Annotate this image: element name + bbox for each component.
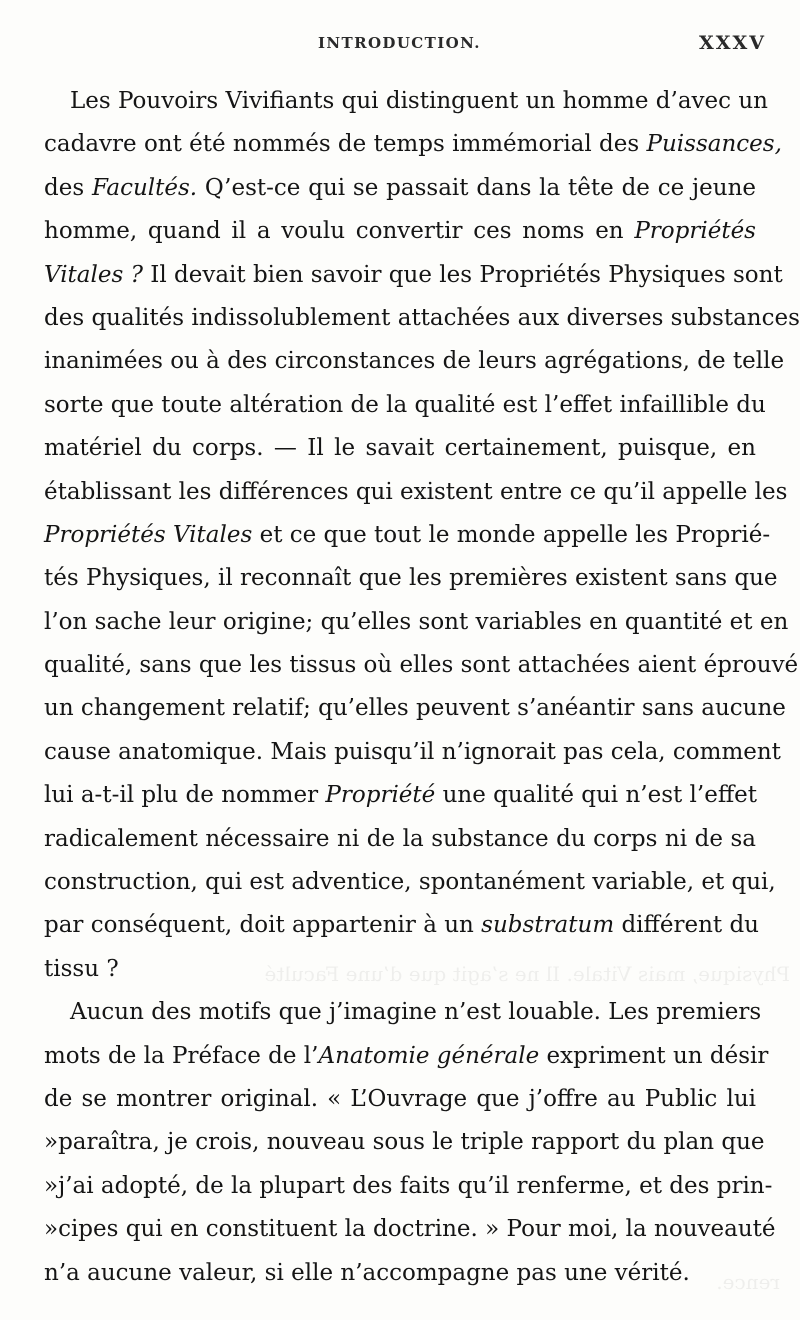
text-line: Vitales ? Il devait bien savoir que les Propriétés Physiques sont	[44, 261, 783, 288]
text-line: des Facultés. Q’est-ce qui se passait dans la tête de ce jeune	[44, 174, 756, 201]
italic-term: Propriétés Vitales	[44, 521, 253, 548]
text-line: lui a-t-il plu de nommer Propriété une qualité qui n’est l’effet	[44, 782, 758, 809]
text-line: n’a aucune valeur, si elle n’accompagne pas une vérité.	[44, 1259, 690, 1286]
text-line: inanimées ou à des circonstances de leurs agrégations, de telle	[44, 348, 785, 375]
text-line: construction, qui est adventice, spontanément variable, et qui,	[44, 869, 776, 896]
text-line: Les Pouvoirs Vivifiants qui distinguent un homme d’avec un	[70, 88, 768, 114]
text-line: »paraîtra, je crois, nouveau sous le triple rapport du plan que	[44, 1129, 765, 1156]
running-head: INTRODUCTION.	[318, 34, 481, 52]
text-line: établissant les différences qui existent entre ce qu’il appelle les	[44, 478, 788, 505]
text-line: Propriétés Vitales et ce que tout le monde appelle les Proprié-	[44, 521, 771, 548]
text-line: matériel du corps. — Il le savait certainement, puisque, en	[44, 435, 756, 462]
italic-term: Puissances,	[646, 131, 782, 158]
italic-term: Propriétés	[634, 218, 756, 245]
paragraphs	[44, 80, 800, 1295]
text-line: qualité, sans que les tissus où elles sont attachées aient éprouvé	[44, 652, 799, 679]
show-through-text: Physique, mais Vitale. Il ne s’agit que d’une Faculté	[264, 962, 790, 986]
text-line: l’on sache leur origine; qu’elles sont variables en quantité et en	[44, 608, 789, 635]
italic-term: Propriété	[325, 782, 436, 809]
text-line: par conséquent, doit appartenir à un substratum différent du	[44, 912, 759, 939]
body-text	[44, 80, 800, 1295]
text-line: Aucun des motifs que j’imagine n’est louable. Les premiers	[70, 999, 762, 1026]
italic-term: Anatomie générale	[318, 1042, 540, 1069]
text-line: »cipes qui en constituent la doctrine. » Pour moi, la nouveauté	[44, 1216, 776, 1243]
italic-term: Facultés.	[91, 174, 198, 201]
text-line: homme, quand il a voulu convertir ces noms en Propriétés	[44, 218, 756, 245]
italic-term: Vitales ?	[44, 261, 143, 288]
text-line: sorte que toute altération de la qualité est l’effet infaillible du	[44, 391, 766, 418]
text-line: cadavre ont été nommés de temps immémorial des Puissances,	[44, 131, 782, 158]
text-line: »j’ai adopté, de la plupart des faits qu’il renferme, et des prin-	[44, 1172, 773, 1199]
text-line: radicalement nécessaire ni de la substance du corps ni de sa	[44, 825, 756, 852]
text-line: tissu ?	[44, 955, 119, 982]
show-through-text: rence.	[716, 1270, 780, 1294]
text-line: cause anatomique. Mais puisqu’il n’ignorait pas cela, comment	[44, 738, 781, 765]
text-line: un changement relatif; qu’elles peuvent s’anéantir sans aucune	[44, 695, 786, 722]
text-line: de se montrer original. « L’Ouvrage que j’offre au Public lui	[44, 1085, 756, 1112]
text-line: tés Physiques, il reconnaît que les premières existent sans que	[44, 565, 778, 592]
text-line: des qualités indissolublement attachées aux diverses substances	[44, 304, 800, 331]
page-number: XXXV	[699, 32, 766, 54]
text-line: mots de la Préface de l’Anatomie générale expriment un désir	[44, 1042, 769, 1069]
italic-term: substratum	[481, 912, 615, 939]
